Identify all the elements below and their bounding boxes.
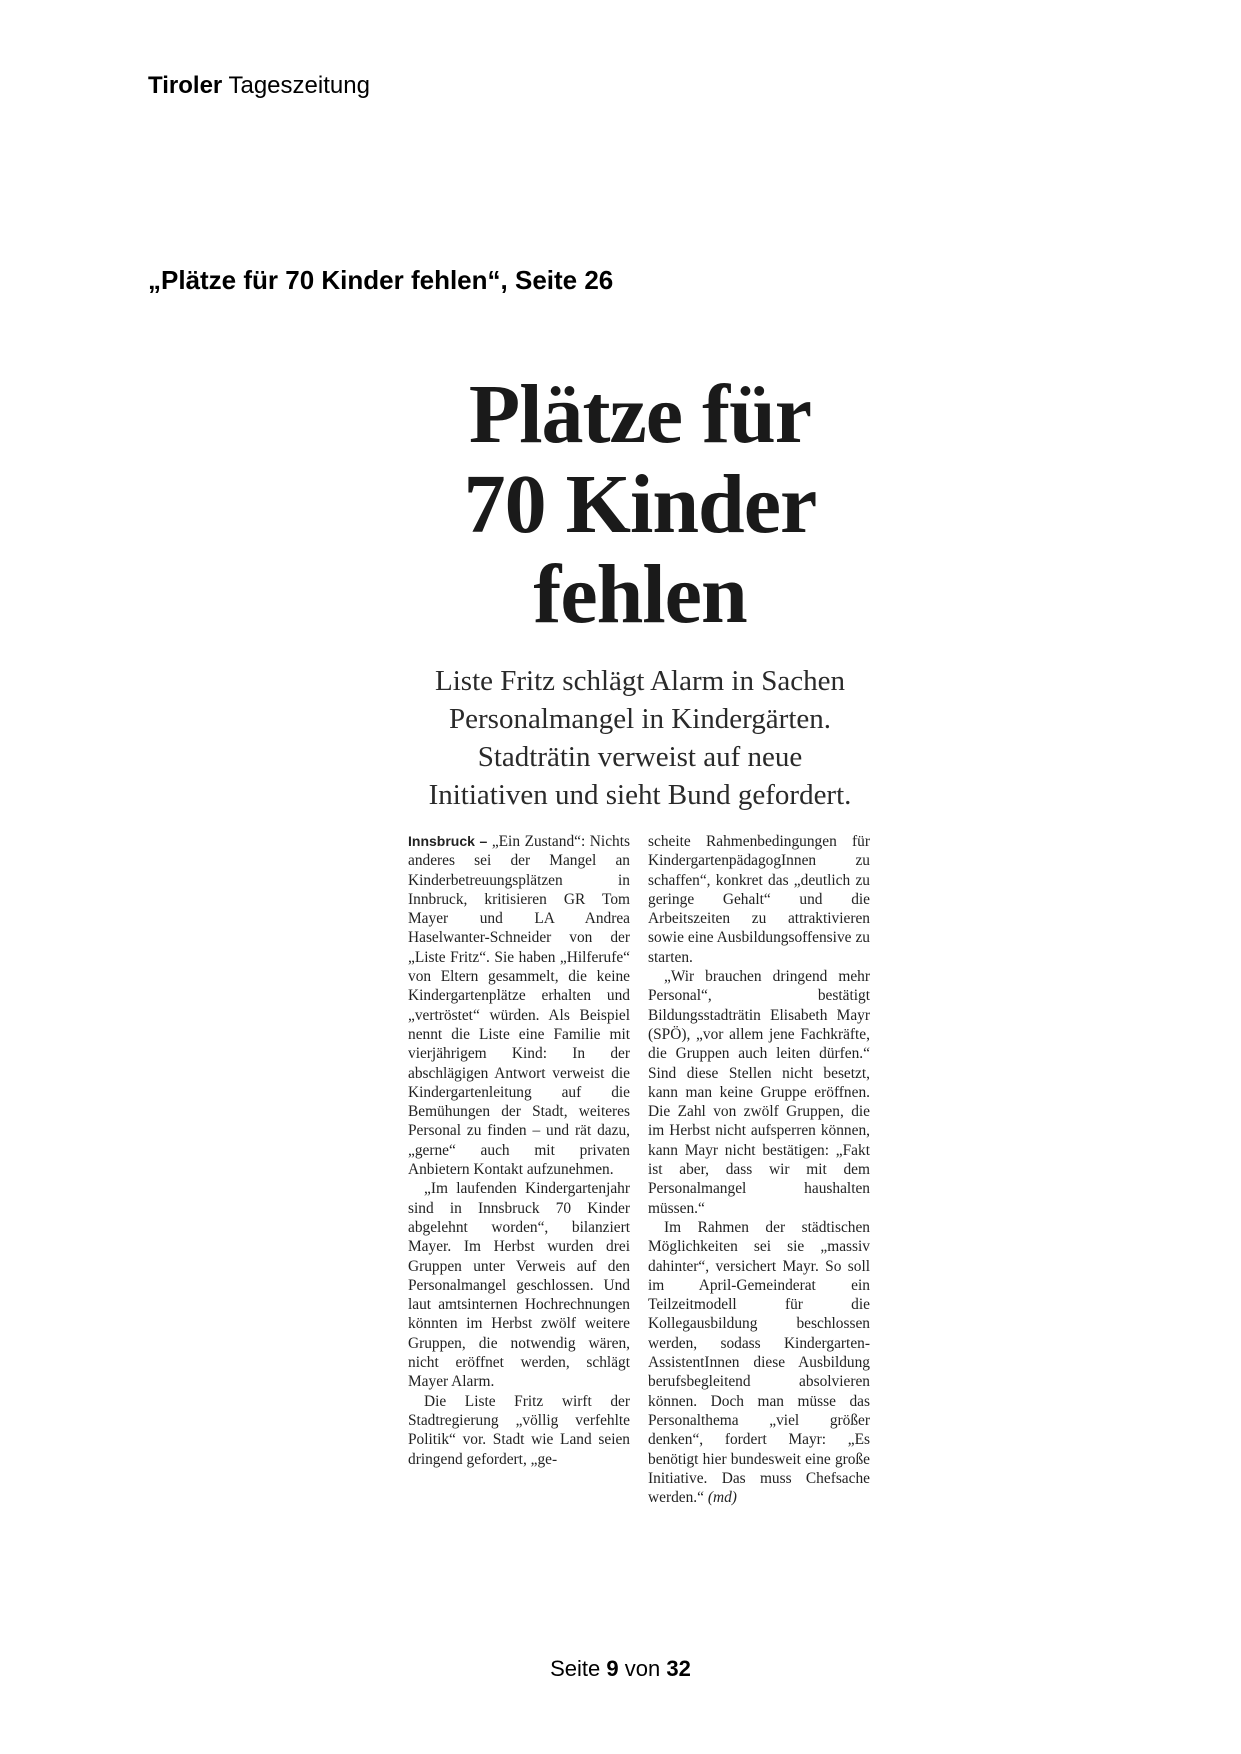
deck-line: Initiativen und sieht Bund gefordert. [428, 779, 852, 811]
article-headline [395, 370, 885, 640]
body-paragraph: „Im laufenden Kindergartenjahr sind in Innsbruck 70 Kinder abgelehnt worden“, bilanziert Mayer. Im Herbst wurden drei Gruppen unter Verweis auf den Personalmangel geschlossen. Und laut amtsinternen Hochrechnungen könnten im Herbst zwölf weitere Gruppen, die notwendig wären, nicht eröffnet werden, schlägt Mayer Alarm. [408, 1180, 630, 1391]
dateline: Innsbruck – [408, 833, 488, 849]
publication-name [148, 72, 370, 100]
article-body [408, 832, 870, 1507]
deck-line: Liste Fritz schlägt Alarm in Sachen [435, 665, 845, 697]
headline-line: fehlen [533, 548, 747, 641]
article-deck [385, 662, 895, 814]
deck-line: Personalmangel in Kindergärten. [449, 703, 831, 735]
headline-line: Plätze für [468, 368, 812, 461]
headline-line: 70 Kinder [463, 458, 817, 551]
body-paragraph: „Wir brauchen dringend mehr Personal“, bestätigt Bildungsstadträtin Elisabeth Mayr (SPÖ), „vor allem jene Fachkräfte, die Gruppen auch leiten dürfen.“ Sind diese Stellen nicht besetzt, kann man keine Gruppe eröffnen. Die Zahl von zwölf Gruppen, die im Herbst nicht aufsperren können, kann Mayr nicht bestätigen: „Fakt ist aber, dass wir mit dem Personalmangel haushalten müssen.“ [648, 968, 870, 1217]
body-column-1 [408, 832, 630, 1507]
paragraph-text: Im Rahmen der städtischen Möglichkeiten sei sie „massiv dahinter“, versichert Mayr. So soll im April-Gemeinderat ein Teilzeitmodell für die Kollegausbildung beschlossen werden, sodass Kindergarten-AssistentInnen diese Ausbildung berufsbegleitend absolvieren können. Doch man müsse das Personalthema „viel größer denken“, fordert Mayr: „Es benötigt hier bundesweit eine große Initiative. Das muss Chefsache werden.“ [648, 1218, 870, 1507]
article-clipping [395, 370, 885, 814]
brand-rest: Tageszeitung [228, 72, 370, 99]
page-middle: von [624, 1656, 661, 1681]
body-paragraph: Die Liste Fritz wirft der Stadtregierung „völlig verfehlte Politik“ vor. Stadt wie Land seien dringend gefordert, „ge- [408, 1392, 630, 1468]
brand-bold: Tiroler [148, 72, 223, 99]
paragraph-text: „Ein Zustand“: Nichts anderes sei der Mangel an Kinderbetreuungsplätzen in Innbruck, kritisieren GR Tom Mayer und LA Andrea Haselwanter-Schneider von der „Liste Fritz“. Sie haben „Hilferufe“ von Eltern gesammelt, die keine Kindergartenplätze erhalten und „vertröstet“ würden. Als Beispiel nennt die Liste eine Familie mit vierjährigem Kind: In der abschlägigen Antwort verweist die Kindergartenleitung auf die Bemühungen der Stadt, weiteres Personal zu finden – und rät dazu, „gerne“ auch mit privaten Anbietern Kontakt aufzunehmen. [408, 833, 630, 1179]
body-paragraph [408, 832, 630, 1179]
total-pages: 32 [666, 1656, 691, 1681]
current-page: 9 [606, 1656, 619, 1681]
page-number [0, 1656, 1241, 1682]
body-paragraph: scheite Rahmenbedingungen für KindergartenpädagogInnen zu schaffen“, konkret das „deutlich zu geringe Gehalt“ und die Arbeitszeiten zu attraktivieren sowie eine Ausbildungsoffensive zu starten. [648, 833, 870, 966]
article-reference: „Plätze für 70 Kinder fehlen“, Seite 26 [148, 265, 614, 295]
deck-line: Stadträtin verweist auf neue [477, 741, 803, 773]
body-paragraph [648, 1218, 870, 1507]
author-initials: (md) [707, 1489, 737, 1507]
body-column-2 [648, 832, 870, 1507]
page-prefix: Seite [550, 1656, 601, 1681]
